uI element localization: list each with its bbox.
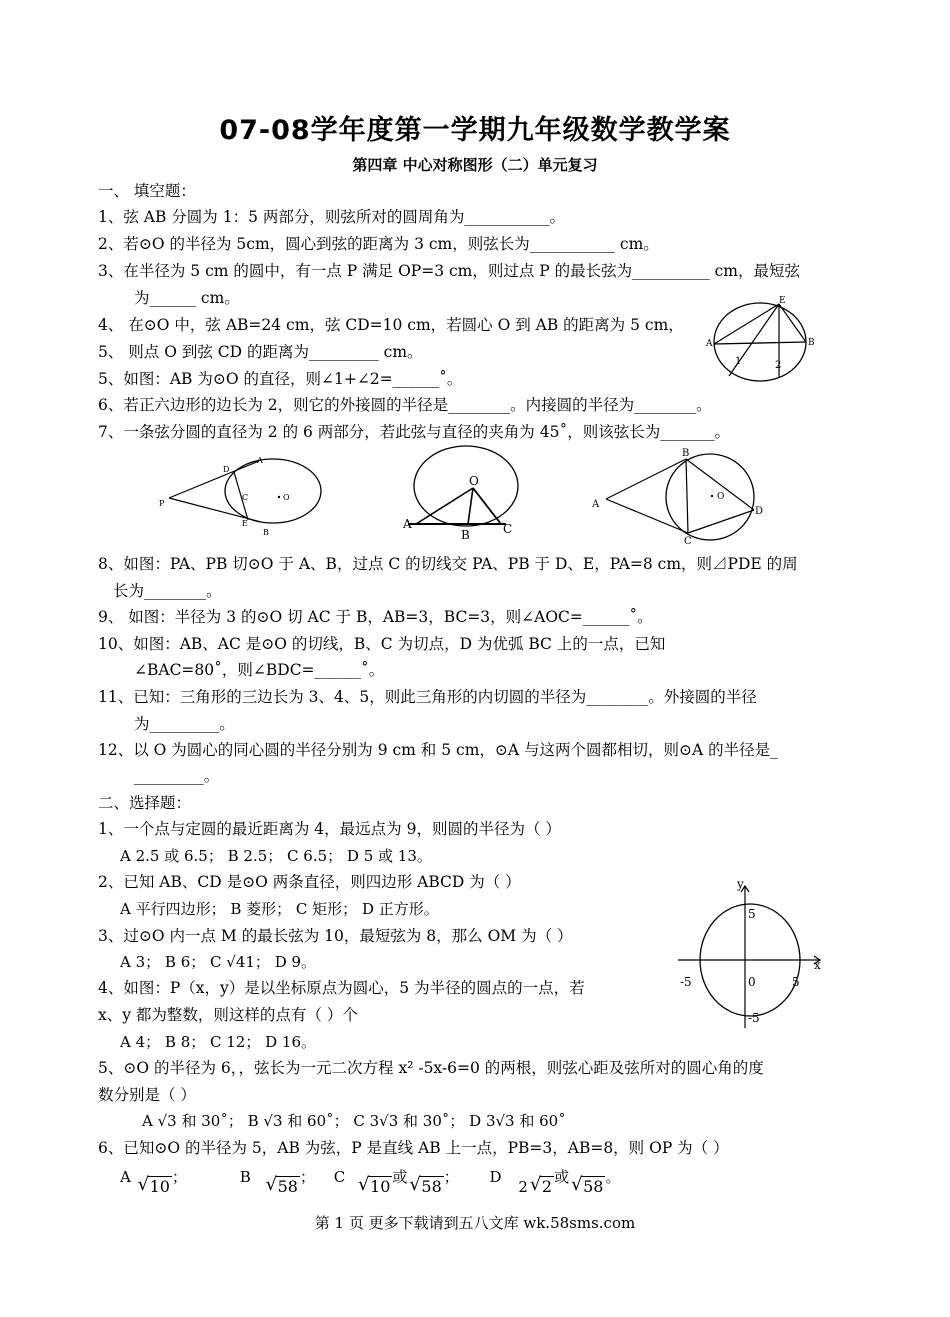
label-1: 1 (735, 356, 742, 367)
label-x-neg5: -5 (680, 975, 692, 989)
end-mark: 。 (605, 1168, 621, 1186)
choice-3-options-a: A 3； B 6； C (120, 953, 227, 971)
radicand-2: 2 (541, 1177, 553, 1196)
sqrt-10: √ 10 (137, 1174, 170, 1196)
question-11-cont: 为_________。 (134, 715, 235, 733)
label-y-5: 5 (748, 907, 756, 921)
figure-diameter-circle (705, 296, 820, 386)
choice-1: 1、一个点与定圆的最近距离为 4，最远点为 9，则圆的半径为（ ） (98, 820, 561, 838)
label-P: P (159, 499, 165, 508)
label-E: E (242, 519, 248, 528)
label-C: C (503, 522, 513, 536)
label-O: O (283, 493, 290, 502)
label-y-neg5: -5 (748, 1011, 760, 1025)
option-A: A (120, 1168, 131, 1186)
option-C: C (333, 1168, 346, 1186)
label-2: 2 (775, 360, 782, 371)
radicand-58-d: 58 (583, 1177, 604, 1196)
choice-6-options (120, 1166, 621, 1196)
radicand-58: 58 (277, 1177, 298, 1196)
question-12-cont: _________。 (134, 767, 220, 785)
label-origin: 0 (748, 975, 756, 989)
sqrt-2: √ 2 (529, 1174, 553, 1196)
label-D: D (223, 465, 230, 474)
page-footer: 第 1 页 更多下载请到五八文库 wk.58sms.com (314, 1214, 636, 1232)
label-y: y (737, 877, 744, 891)
figure-coordinate-circle (672, 874, 832, 1034)
sqrt-58: √ 58 (265, 1174, 298, 1196)
label-B: B (682, 448, 690, 459)
question-3-cont: 为______ cm。 (134, 289, 240, 307)
label-A: A (257, 456, 263, 465)
question-8: 8、如图：PA、PB 切⊙O 于 A、B，过点 C 的切线交 PA、PB 于 D、E，PA=8 cm，则⊿PDE 的周 (98, 555, 798, 573)
choice-3-options (120, 951, 316, 973)
choice-4-cont: x、y 都为整数，则这样的点有（ ）个 (98, 1006, 358, 1024)
section-choice-label: 二、选择题： (98, 794, 192, 812)
sqrt-41: √41 (226, 953, 255, 971)
label-A: A (706, 339, 713, 349)
question-12: 12、以 O 为圆心的同心圆的半径分别为 9 cm 和 5 cm，⊙A 与这两个圆都相切，则⊙A 的半径是_ (98, 741, 778, 759)
question-10-cont: ∠BAC=80˚，则∠BDC=______˚。 (134, 661, 385, 679)
question-11: 11、已知：三角形的三边长为 3、4、5，则此三角形的内切圆的半径为________。外接圆的半径 (98, 688, 757, 706)
radicand-10: 10 (149, 1177, 170, 1196)
radicand-58-c: 58 (421, 1177, 442, 1196)
label-B: B (461, 528, 470, 540)
option-sep: ； (299, 1168, 315, 1186)
question-5a: 5、 则点 O 到弦 CD 的距离为_________ cm。 (98, 343, 423, 361)
label-E: E (779, 296, 786, 306)
option-D: D (489, 1168, 502, 1186)
figure-aoc (398, 440, 528, 540)
two-coeff: 2 (518, 1178, 528, 1196)
question-2: 2、若⊙O 的半径为 5cm，圆心到弦的距离为 3 cm，则弦长为___________ cm。 (98, 235, 659, 253)
question-1: 1、弦 AB 分圆为 1：5 两部分，则弦所对的圆周角为___________。 (98, 208, 566, 226)
choice-5-cont: 数分别是（ ） (98, 1086, 196, 1104)
question-3: 3、在半径为 5 cm 的圆中，有一点 P 满足 OP=3 cm，则过点 P 的最长弦为__________ cm，最短弦 (98, 262, 800, 280)
label-B: B (808, 338, 815, 348)
question-4: 4、 在⊙O 中，弦 AB=24 cm，弦 CD=10 cm，若圆心 O 到 AB 的距离为 5 cm， (98, 316, 684, 334)
or-word: 或 (392, 1168, 408, 1186)
label-x: x (814, 958, 821, 972)
option-B: B (239, 1168, 251, 1186)
sqrt-58-d: √ 58 (571, 1174, 604, 1196)
question-9: 9、 如图：半径为 3 的⊙O 切 AC 于 B，AB=3，BC=3，则∠AOC=______˚。 (98, 608, 653, 626)
label-C: C (684, 536, 692, 544)
label-O: O (469, 474, 479, 488)
figure-bdc (584, 444, 769, 544)
option-sep: ； (171, 1168, 187, 1186)
question-7: 7、一条弦分圆的直径为 2 的 6 两部分，若此弦与直径的夹角为 45˚，则该弦长为_______。 (98, 423, 730, 441)
choice-2-options: A 平行四边形； B 菱形； C 矩形； D 正方形。 (120, 900, 439, 918)
option-sep: ； (443, 1168, 459, 1186)
radicand-41: 41 (235, 953, 255, 971)
page-title: 07-08学年度第一学期九年级数学教学案 (219, 115, 731, 146)
choice-4: 4、如图：P（x，y）是以坐标原点为圆心，5 为半径的圆点的一点，若 (98, 979, 585, 997)
question-5b: 5、如图：AB 为⊙O 的直径，则∠1+∠2=______˚。 (98, 370, 463, 388)
choice-2: 2、已知 AB、CD 是⊙O 两条直径，则四边形 ABCD 为（ ） (98, 873, 521, 891)
radicand-10-c: 10 (370, 1177, 391, 1196)
label-B: B (263, 528, 269, 537)
choice-6: 6、已知⊙O 的半径为 5，AB 为弦，P 是直线 AB 上一点，PB=3，AB=8，则 OP 为（ ） (98, 1139, 729, 1157)
sqrt-10-c: √ 10 (358, 1174, 391, 1196)
label-A: A (403, 517, 412, 531)
or-word-d: 或 (554, 1168, 570, 1186)
figure-tangent-pdE (155, 455, 330, 540)
choice-4-options: A 4； B 8； C 12； D 16。 (120, 1033, 316, 1051)
label-C: C (242, 493, 249, 502)
page-subtitle: 第四章 中心对称图形（二）单元复习 (352, 156, 598, 174)
question-8-cont: 长为________。 (113, 582, 222, 600)
label-D: D (755, 506, 764, 517)
question-6: 6、若正六边形的边长为 2，则它的外接圆的半径是________。内接圆的半径为________。 (98, 396, 712, 414)
sqrt-58-c: √ 58 (409, 1174, 442, 1196)
choice-5: 5、⊙O 的半径为 6，，弦长为一元二次方程 x² -5x-6=0 的两根，则弦心距及弦所对的圆心角的度 (98, 1059, 764, 1077)
choice-5-options: A √3 和 30˚； B √3 和 60˚； C 3√3 和 30˚； D 3√3 和 60˚ (142, 1112, 566, 1130)
question-10: 10、如图：AB、AC 是⊙O 的切线，B、C 为切点，D 为优弧 BC 上的一点，已知 (98, 635, 666, 653)
choice-3-options-b: ； D 9。 (254, 953, 317, 971)
choice-1-options: A 2.5 或 6.5； B 2.5； C 6.5； D 5 或 13。 (120, 847, 432, 865)
choice-3: 3、过⊙O 内一点 M 的最长弦为 10，最短弦为 8，那么 OM 为（ ） (98, 927, 573, 945)
label-A: A (592, 499, 600, 510)
section-fill-label: 一、 填空题： (98, 182, 196, 200)
label-O: O (717, 492, 725, 502)
label-x-5: 5 (792, 975, 800, 989)
